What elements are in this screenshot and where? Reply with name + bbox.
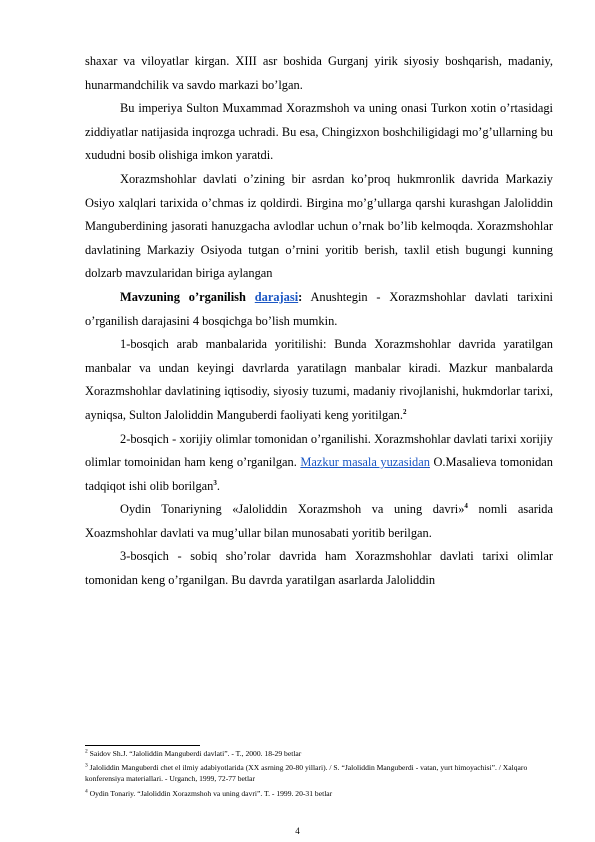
section-heading: Mavzuning o’rganilish xyxy=(120,289,246,304)
footnote-3 xyxy=(85,762,555,784)
footnote-2 xyxy=(85,748,555,759)
footnote-ref-4[interactable]: 4 xyxy=(464,502,468,511)
paragraph-5-text: 1-bosqich arab manbalarida yoritilishi: Bunda Xorazmshohlar davrida yaratilgan manbalar va undan keyingi davrlarda yaratilagn manbalar kiradi. Mazkur manbalarda Xorazmshohlar davlatining iqtisodiy, siyosiy tuzumi, madaniy rivojlanishi, hukmdorlar tarixi, ayniqsa, Sulton Jaloliddin Manguberdi faoliyati keng yoritilgan. xyxy=(85,337,553,422)
footnote-text: Jaloliddin Manguberdi chet el ilmiy adabiyotlarida (XX asrning 20-80 yillari). / S. “Jaloliddin Manguberdi - vatan, yurt himoyachisi”. / Xalqaro konferensiya materiallari. - Urganch, 1999, 72-77 betlar xyxy=(85,763,528,784)
footnote-number: 2 xyxy=(85,748,88,755)
footnote-number: 3 xyxy=(85,762,88,769)
paragraph-4 xyxy=(85,286,553,333)
paragraph-4-text: Anushtegin - Xorazmshohlar davlati tarixini o’rganilish darajasini 4 bosqichga bo’lish mumkin. xyxy=(85,289,554,328)
paragraph-7 xyxy=(85,498,553,545)
mazkur-masala-link[interactable]: Mazkur masala yuzasidan xyxy=(300,455,430,470)
paragraph-7-before: Oydin Tonariyning «Jaloliddin Xorazmshoh va uning davri» xyxy=(120,502,465,517)
body-text xyxy=(85,50,553,593)
footnote-ref-2[interactable]: 2 xyxy=(402,407,407,416)
footnote-separator xyxy=(85,745,200,746)
paragraph-7-after: nomli asarida Xoazmshohlar davlati va mug’ullar bilan munosabati yoritib berilgan. xyxy=(85,502,553,540)
footnote-ref-3[interactable]: 3 xyxy=(213,478,217,487)
paragraph-3: Xorazmshohlar davlati o’zining bir asrdan ko’proq hukmronlik davrida Markaziy Osiyo xalqlari tarixida o’chmas iz qoldirdi. Birgina mo’g’ullarga qarshi kurashgan Jaloliddin Manguberdining jasorati hanuzgacha avlodlar uchun o’rnak bo’lib kelmoqda. Xorazmshohlar davlatining Markaziy Osiyoda tutgan o’rnini yoritib berish, taxlil etish bugungi kunning dolzarb mavzularidan biriga aylangan xyxy=(85,171,553,281)
footnotes xyxy=(85,748,555,802)
darajasi-link[interactable]: darajasi xyxy=(254,289,299,304)
paragraph-6 xyxy=(85,428,553,499)
paragraph-6-after: O.Masalieva tomonidan tadqiqot ishi olib borilgan xyxy=(85,455,553,493)
footnote-text: Saidov Sh.J. “Jaloliddin Manguberdi davlati”. - T., 2000. 18-29 betlar xyxy=(87,749,302,758)
paragraph-8: 3-bosqich - sobiq sho’rolar davrida ham Xorazmshohlar davlati tarixi olimlar tomonidan keng o’rganilgan. Bu davrda yaratilgan asarlarda Jaloliddin xyxy=(85,549,553,588)
paragraph-1: shaxar va viloyatlar kirgan. XIII asr boshida Gurganj yirik siyosiy boshqarish, madaniy, hunarmandchilik va savdo markazi bo’lgan. xyxy=(85,54,553,92)
paragraph-6-end: . xyxy=(216,478,220,493)
page-number: 4 xyxy=(295,826,300,836)
paragraph-5 xyxy=(85,333,553,427)
heading-colon: : xyxy=(298,289,303,304)
footnote-4 xyxy=(85,788,555,799)
footnote-text: Oydin Tonariy. “Jaloliddin Xorazmshoh va uning davri”. T. - 1999. 20-31 betlar xyxy=(87,788,333,798)
paragraph-2: Bu imperiya Sulton Muxammad Xorazmshoh va uning onasi Turkon xotin o’rtasidagi ziddiyatlar natijasida inqrozga uchradi. Bu esa, Chingizxon boshchiligidagi mo’g’ullarning bu xududni bosib olishiga imkon yaratdi. xyxy=(85,101,553,163)
footnote-number: 4 xyxy=(85,788,88,795)
paragraph-6-text: 2-bosqich - xorijiy olimlar tomonidan o’rganilishi. Xorazmshohlar davlati tarixi xorijiy olimlar tomoinidan ham keng o’rganilgan. xyxy=(85,431,553,470)
